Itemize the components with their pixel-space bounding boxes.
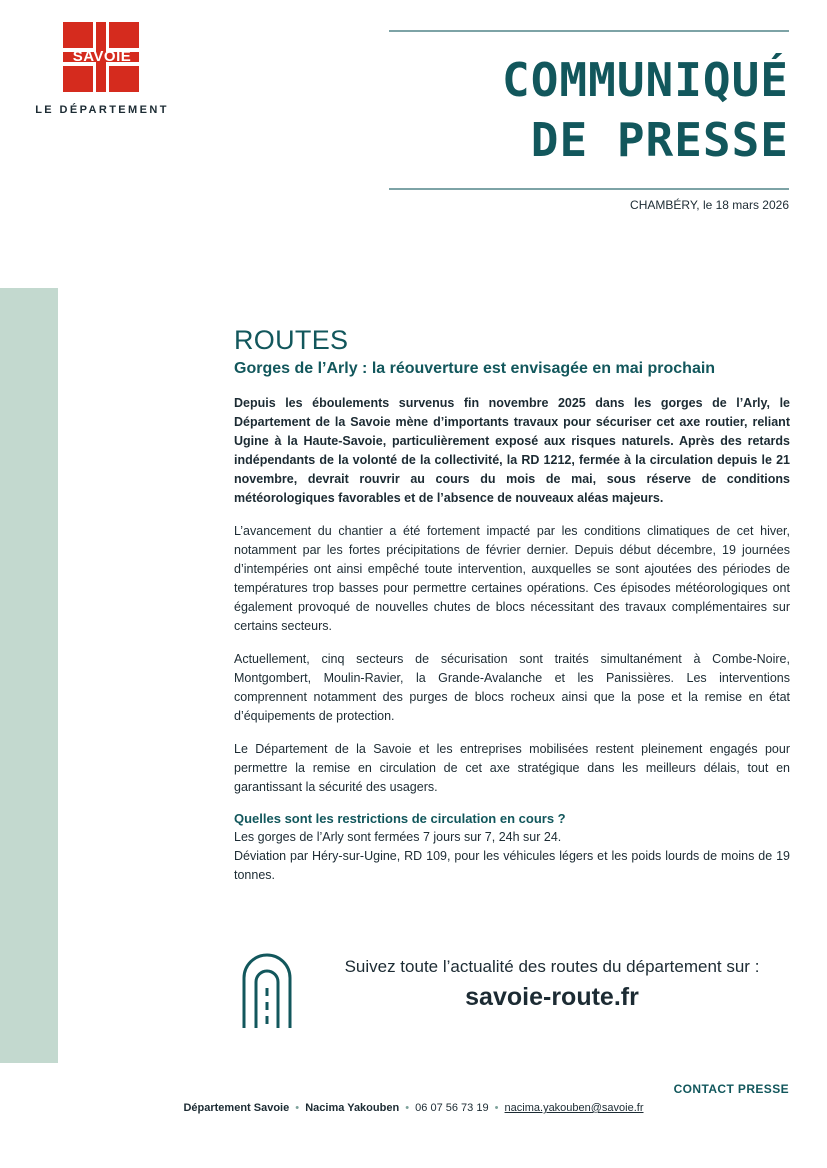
banner-line-2: DE PRESSE xyxy=(530,113,789,167)
contact-separator-3: • xyxy=(494,1102,499,1114)
contact-separator-1: • xyxy=(295,1102,300,1114)
paragraph-2: L’avancement du chantier a été fortement impacté par les conditions climatiques de cet hiver, notamment par les fortes précipitations de février dernier. Depuis début décembre, 19 journées d’intempéries ont ainsi empêché toute intervention, auxquelles se sont ajoutées des périodes de températures trop basses pour permettre certaines opérations. Ces épisodes météorologiques ont également provoqué de nouvelles chutes de blocs nécessitant des travaux complémentaires sur certains secteurs. xyxy=(234,524,790,633)
savoie-logo xyxy=(22,22,182,116)
page-subtitle: Gorges de l’Arly : la réouverture est envisagée en mai prochain xyxy=(234,360,716,377)
callout-text xyxy=(314,957,790,1012)
press-release-banner xyxy=(389,30,789,212)
callout-line-1: Suivez toute l’actualité des routes du département sur : xyxy=(344,956,760,976)
document-header xyxy=(0,0,827,280)
paragraph-3: Actuellement, cinq secteurs de sécurisation sont traités simultanément à Combe-Noire, Montgombert, Moulin-Ravier, la Grande-Avalanche et les Panissières. Les interventions comprennent notamment des purges de blocs rocheux ainsi que la pose et la remise en état d’équipements de protection. xyxy=(234,652,790,723)
paragraph-1: Depuis les éboulements survenus fin novembre 2025 dans les gorges de l’Arly, le Département de la Savoie mène d’importants travaux pour sécuriser cet axe routier, reliant Ugine à la Haute-Savoie, particulièrement exposé aux risques naturels. Après des retards indépendants de la volonté de la collectivité, la RD 1212, fermée à la circulation depuis le 21 novembre, devrait rouvrir au cours du mois de mai, sous réserve de conditions météorologiques favorables et de l’absence de nouveaux aléas majeurs. xyxy=(234,396,790,505)
website-callout xyxy=(234,938,790,1030)
paragraph-4: Le Département de la Savoie et les entreprises mobilisées restent pleinement engagés pour permettre la remise en circulation de cet axe stratégique dans les meilleurs délais, tout en garantissant la sécurité des usagers. xyxy=(234,742,790,794)
logo-subtitle: LE DÉPARTEMENT xyxy=(35,104,169,116)
faq-question: Quelles sont les restrictions de circulation en cours ? xyxy=(234,811,566,826)
contact-separator-2: • xyxy=(405,1102,410,1114)
page-title: ROUTES xyxy=(234,325,349,355)
banner-top-rule xyxy=(389,30,789,32)
dateline: CHAMBÉRY, le 18 mars 2026 xyxy=(630,198,789,212)
banner-line-1: COMMUNIQUÉ xyxy=(502,53,789,107)
road-tunnel-icon xyxy=(234,938,300,1030)
faq-answer-line-2: Déviation par Héry-sur-Ugine, RD 109, pour les véhicules légers et les poids lourds de moins de 19 tonnes. xyxy=(234,849,790,882)
callout-website[interactable]: savoie-route.fr xyxy=(465,982,639,1011)
contact-title: CONTACT PRESSE xyxy=(673,1082,789,1096)
banner-bottom-rule xyxy=(389,188,789,190)
contact-phone: 06 07 56 73 19 xyxy=(415,1102,489,1114)
decorative-side-band xyxy=(0,288,58,1063)
contact-organisation: Département Savoie xyxy=(183,1102,290,1114)
contact-email[interactable]: nacima.yakouben@savoie.fr xyxy=(504,1102,644,1114)
faq-answer-line-1: Les gorges de l’Arly sont fermées 7 jours sur 7, 24h sur 24. xyxy=(234,830,562,844)
contact-details xyxy=(0,1102,827,1114)
contact-person: Nacima Yakouben xyxy=(305,1102,400,1114)
savoie-cross-icon xyxy=(63,22,141,92)
logo-wordmark: SAVOIE xyxy=(72,48,132,65)
contact-block xyxy=(0,1082,827,1114)
document-body xyxy=(234,325,790,885)
